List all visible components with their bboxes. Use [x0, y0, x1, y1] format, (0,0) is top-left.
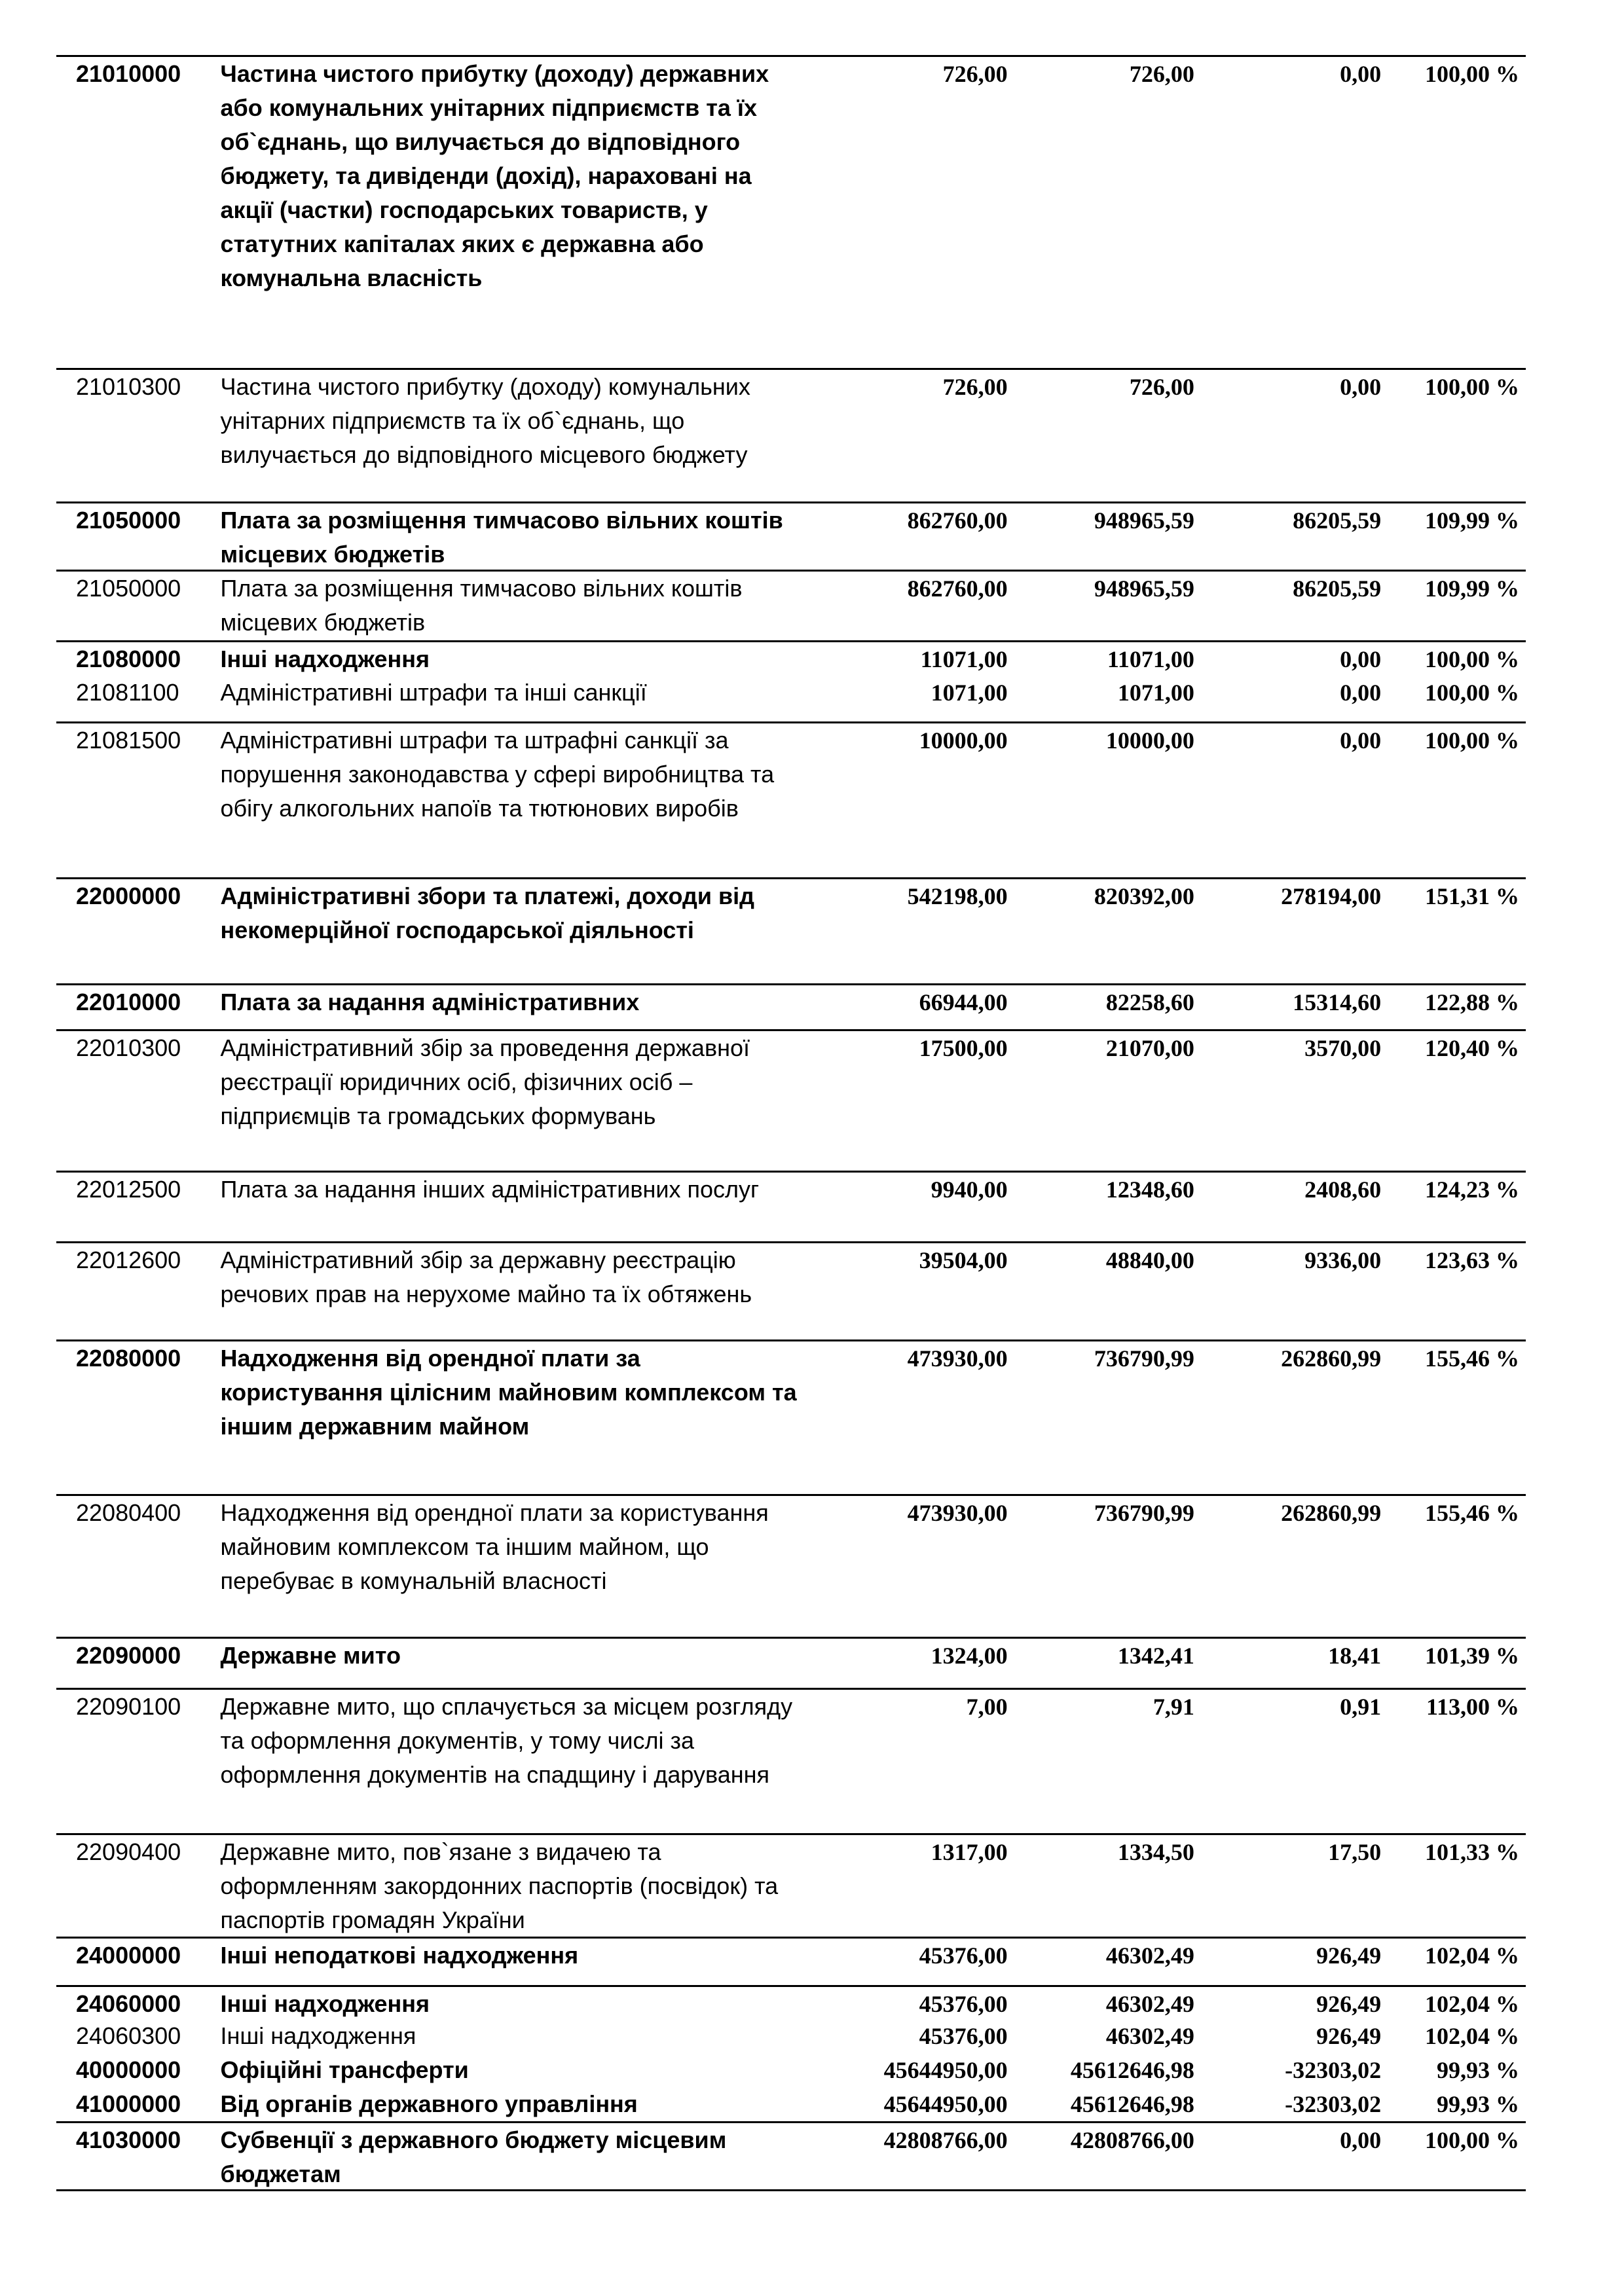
row-name: Інші надходження	[220, 646, 430, 672]
table-row	[56, 640, 1526, 676]
table-row	[56, 1637, 1526, 1688]
row-percent-value: 102,04 %	[1425, 1991, 1519, 2017]
table-row	[56, 1937, 1526, 1985]
row-fact-value: 48840,00	[1105, 1247, 1194, 1273]
row-fact-value: 7,91	[1153, 1694, 1194, 1720]
table-row	[56, 2121, 1526, 2189]
table-row	[56, 1494, 1526, 1637]
row-fact-value: 45612646,98	[1070, 2057, 1194, 2083]
row-name: Інші надходження	[220, 1990, 430, 2017]
row-deviation-value: 0,00	[1340, 374, 1382, 400]
row-code: 22012500	[76, 1176, 181, 1203]
row-fact-value: 736790,99	[1094, 1345, 1194, 1372]
row-plan-value: 7,00	[966, 1694, 1008, 1720]
row-plan-value: 473930,00	[907, 1500, 1008, 1526]
row-percent-value: 122,88 %	[1425, 989, 1519, 1015]
row-percent-value: 100,00 %	[1425, 2127, 1519, 2153]
row-percent-value: 101,39 %	[1425, 1643, 1519, 1669]
row-code: 40000000	[76, 2056, 181, 2083]
table-row	[56, 983, 1526, 1029]
table-row	[56, 1171, 1526, 1241]
table-row	[56, 1833, 1526, 1937]
row-plan-value: 39504,00	[919, 1247, 1008, 1273]
row-name: Адміністративні штрафи та штрафні санкції за порушення законодавства у сфері виробництва та обігу алкогольних напоїв та тютюнових виробів	[220, 727, 775, 822]
row-deviation-value: 86205,59	[1293, 575, 1382, 602]
row-percent-value: 124,23 %	[1425, 1176, 1519, 1203]
row-percent-value: 155,46 %	[1425, 1345, 1519, 1372]
row-deviation-value: 926,49	[1316, 2023, 1382, 2049]
row-plan-value: 1317,00	[931, 1839, 1008, 1865]
row-fact-value: 948965,59	[1094, 507, 1194, 534]
row-deviation-value: 9336,00	[1304, 1247, 1382, 1273]
row-percent-value: 113,00 %	[1426, 1694, 1519, 1720]
row-name: Від органів державного управління	[220, 2090, 638, 2117]
row-fact-value: 46302,49	[1105, 1991, 1194, 2017]
row-deviation-value: -32303,02	[1285, 2091, 1382, 2117]
row-name: Плата за надання адміністративних	[220, 989, 640, 1015]
table-row	[56, 2087, 1526, 2121]
row-plan-value: 66944,00	[919, 989, 1008, 1015]
row-deviation-value: 86205,59	[1293, 507, 1382, 534]
row-fact-value: 1334,50	[1117, 1839, 1194, 1865]
table-row	[56, 1688, 1526, 1833]
row-fact-value: 45612646,98	[1070, 2091, 1194, 2117]
row-percent-value: 99,93 %	[1437, 2091, 1519, 2117]
table-row	[56, 676, 1526, 721]
row-name: Офіційні трансферти	[220, 2056, 469, 2083]
row-name: Субвенції з державного бюджету місцевим бюджетам	[220, 2126, 727, 2187]
row-plan-value: 45644950,00	[883, 2091, 1008, 2117]
row-fact-value: 820392,00	[1094, 883, 1194, 909]
row-percent-value: 100,00 %	[1425, 61, 1519, 87]
row-plan-value: 9940,00	[931, 1176, 1008, 1203]
row-name: Інші надходження	[220, 2022, 416, 2049]
row-fact-value: 46302,49	[1105, 1942, 1194, 1969]
row-plan-value: 862760,00	[907, 507, 1008, 534]
row-fact-value: 1071,00	[1117, 680, 1194, 706]
table-row	[56, 1029, 1526, 1171]
row-deviation-value: 262860,99	[1281, 1500, 1382, 1526]
row-name: Інші неподаткові надходження	[220, 1942, 579, 1969]
row-name: Надходження від орендної плати за користування цілісним майновим комплексом та іншим державним майном	[220, 1345, 797, 1440]
row-percent-value: 123,63 %	[1425, 1247, 1519, 1273]
row-percent-value: 100,00 %	[1425, 646, 1519, 672]
row-code: 21081100	[76, 679, 179, 706]
row-deviation-value: 2408,60	[1304, 1176, 1382, 1203]
row-fact-value: 10000,00	[1105, 727, 1194, 754]
row-percent-value: 102,04 %	[1425, 2023, 1519, 2049]
row-deviation-value: 926,49	[1316, 1942, 1382, 1969]
row-plan-value: 726,00	[942, 61, 1008, 87]
row-percent-value: 100,00 %	[1425, 680, 1519, 706]
row-code: 21050000	[76, 575, 181, 602]
row-deviation-value: 0,00	[1340, 2127, 1382, 2153]
row-deviation-value: -32303,02	[1285, 2057, 1382, 2083]
row-code: 22010300	[76, 1034, 181, 1061]
row-plan-value: 542198,00	[907, 883, 1008, 909]
row-code: 22000000	[76, 883, 181, 909]
row-deviation-value: 3570,00	[1304, 1035, 1382, 1061]
row-deviation-value: 278194,00	[1281, 883, 1382, 909]
row-plan-value: 862760,00	[907, 575, 1008, 602]
row-plan-value: 45644950,00	[883, 2057, 1008, 2083]
row-percent-value: 151,31 %	[1425, 883, 1519, 909]
row-plan-value: 17500,00	[919, 1035, 1008, 1061]
row-percent-value: 102,04 %	[1425, 1942, 1519, 1969]
table-row	[56, 1985, 1526, 2019]
row-plan-value: 10000,00	[919, 727, 1008, 754]
table-row	[56, 1241, 1526, 1339]
row-code: 24000000	[76, 1942, 181, 1969]
row-name: Плата за розміщення тимчасово вільних коштів місцевих бюджетів	[220, 507, 783, 568]
row-fact-value: 42808766,00	[1070, 2127, 1194, 2153]
row-plan-value: 42808766,00	[883, 2127, 1008, 2153]
row-deviation-value: 15314,60	[1293, 989, 1382, 1015]
row-code: 22090400	[76, 1838, 181, 1865]
row-code: 21081500	[76, 727, 181, 754]
table-row	[56, 368, 1526, 501]
row-percent-value: 100,00 %	[1425, 374, 1519, 400]
table-row	[56, 570, 1526, 640]
row-code: 21080000	[76, 646, 181, 672]
row-fact-value: 46302,49	[1105, 2023, 1194, 2049]
row-deviation-value: 926,49	[1316, 1991, 1382, 2017]
row-name: Плата за надання інших адміністративних послуг	[220, 1176, 760, 1203]
row-name: Адміністративні збори та платежі, доходи від некомерційної господарської діяльності	[220, 883, 754, 943]
table-row	[56, 2019, 1526, 2053]
row-deviation-value: 262860,99	[1281, 1345, 1382, 1372]
row-fact-value: 82258,60	[1105, 989, 1194, 1015]
row-plan-value: 11071,00	[920, 646, 1008, 672]
row-fact-value: 1342,41	[1117, 1643, 1194, 1669]
row-fact-value: 21070,00	[1105, 1035, 1194, 1061]
row-plan-value: 1324,00	[931, 1643, 1008, 1669]
row-plan-value: 45376,00	[919, 1942, 1008, 1969]
row-code: 41030000	[76, 2126, 181, 2153]
budget-revenue-table	[56, 55, 1526, 2191]
row-name: Частина чистого прибутку (доходу) комунальних унітарних підприємств та їх об`єднань, що вилучається до відповідного місцевого бюджету	[220, 373, 750, 468]
row-code: 22010000	[76, 989, 181, 1015]
table-row	[56, 55, 1526, 368]
row-code: 21050000	[76, 507, 181, 534]
row-percent-value: 109,99 %	[1425, 575, 1519, 602]
row-code: 22090000	[76, 1642, 181, 1669]
row-fact-value: 736790,99	[1094, 1500, 1194, 1526]
row-percent-value: 109,99 %	[1425, 507, 1519, 534]
row-code: 24060000	[76, 1990, 181, 2017]
row-code: 21010000	[76, 60, 181, 87]
row-plan-value: 45376,00	[919, 1991, 1008, 2017]
row-code: 22012600	[76, 1247, 181, 1273]
row-percent-value: 100,00 %	[1425, 727, 1519, 754]
row-fact-value: 726,00	[1129, 61, 1194, 87]
row-fact-value: 12348,60	[1105, 1176, 1194, 1203]
table-row	[56, 721, 1526, 877]
row-plan-value: 473930,00	[907, 1345, 1008, 1372]
row-deviation-value: 0,91	[1340, 1694, 1382, 1720]
table-row	[56, 877, 1526, 983]
row-code: 41000000	[76, 2090, 181, 2117]
row-code: 22080400	[76, 1499, 181, 1526]
row-plan-value: 1071,00	[931, 680, 1008, 706]
row-deviation-value: 0,00	[1340, 680, 1382, 706]
row-code: 24060300	[76, 2022, 181, 2049]
table-row	[56, 501, 1526, 570]
row-name: Плата за розміщення тимчасово вільних коштів місцевих бюджетів	[220, 575, 743, 636]
table-row	[56, 1339, 1526, 1494]
table-row	[56, 2053, 1526, 2087]
row-deviation-value: 0,00	[1340, 727, 1382, 754]
row-name: Частина чистого прибутку (доходу) державних або комунальних унітарних підприємств та їх об`єднань, що вилучається до відповідного бюджету, та дивіденди (дохід), нараховані на акції (частки) господарських товариств, у статутних капіталах яких є державна або комунальна власність	[220, 60, 769, 291]
row-name: Адміністративні штрафи та інші санкції	[220, 679, 647, 706]
row-deviation-value: 0,00	[1340, 646, 1382, 672]
row-fact-value: 11071,00	[1107, 646, 1194, 672]
row-name: Адміністративний збір за державну реєстрацію речових прав на нерухоме майно та їх обтяжень	[220, 1247, 752, 1307]
row-percent-value: 101,33 %	[1425, 1839, 1519, 1865]
row-percent-value: 155,46 %	[1425, 1500, 1519, 1526]
row-name: Державне мито, пов`язане з видачею та оформленням закордонних паспортів (посвідок) та паспортів громадян України	[220, 1838, 779, 1933]
row-name: Надходження від орендної плати за користування майновим комплексом та іншим майном, що перебуває в комунальній власності	[220, 1499, 769, 1594]
row-plan-value: 45376,00	[919, 2023, 1008, 2049]
row-fact-value: 948965,59	[1094, 575, 1194, 602]
row-deviation-value: 17,50	[1328, 1839, 1382, 1865]
row-deviation-value: 0,00	[1340, 61, 1382, 87]
row-name: Державне мито, що сплачується за місцем розгляду та оформлення документів, у тому числі за оформлення документів на спадщину і дарування	[220, 1693, 793, 1788]
row-fact-value: 726,00	[1129, 374, 1194, 400]
row-name: Державне мито	[220, 1642, 401, 1669]
row-code: 22090100	[76, 1693, 181, 1720]
row-percent-value: 99,93 %	[1437, 2057, 1519, 2083]
row-code: 22080000	[76, 1345, 181, 1372]
row-deviation-value: 18,41	[1328, 1643, 1382, 1669]
row-plan-value: 726,00	[942, 374, 1008, 400]
row-code: 21010300	[76, 373, 181, 400]
row-name: Адміністративний збір за проведення державної реєстрації юридичних осіб, фізичних осіб – підприємців та громадських формувань	[220, 1034, 750, 1129]
row-percent-value: 120,40 %	[1425, 1035, 1519, 1061]
